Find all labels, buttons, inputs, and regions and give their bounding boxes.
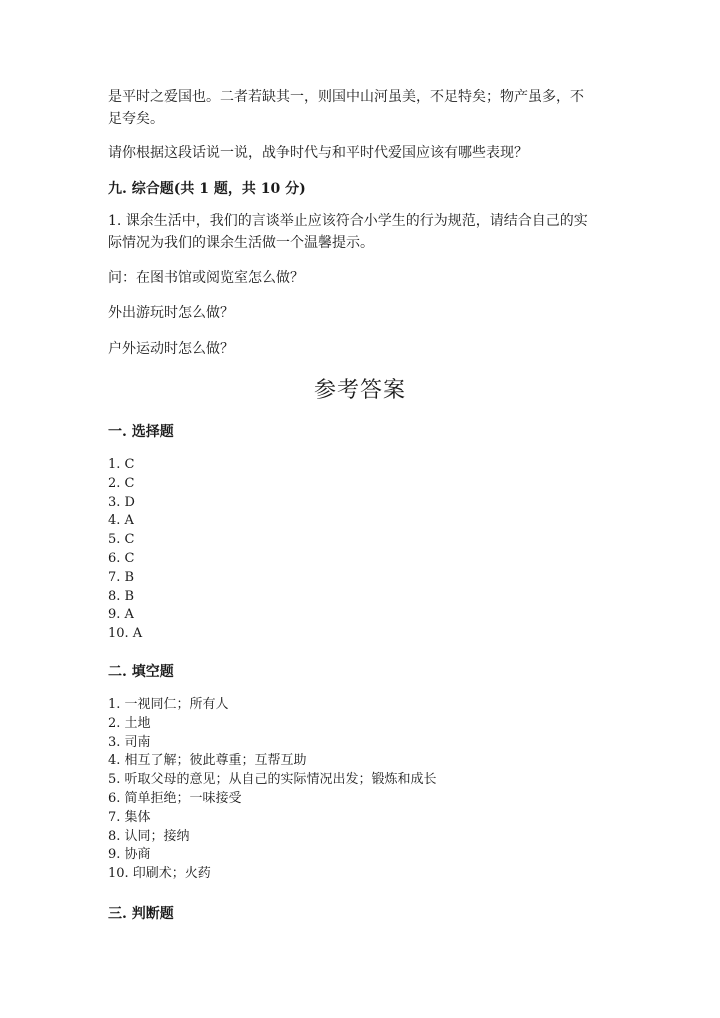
passage-line-1: 是平时之爱国也。二者若缺其一，则国中山河虽美，不足特矣；物产虽多，不 <box>108 89 584 105</box>
list-item: 9. A <box>108 607 134 623</box>
q1-line-1: 1. 课余生活中，我们的言谈举止应该符合小学生的行为规范，请结合自己的实 <box>108 213 588 229</box>
list-item: 5. C <box>108 532 135 548</box>
list-item: 5. 听取父母的意见；从自己的实际情况出发；锻炼和成长 <box>108 772 437 788</box>
list-item: 1. C <box>108 457 135 472</box>
list-item: 10. 印刷术；火药 <box>108 866 211 882</box>
list-item: 3. 司南 <box>108 734 151 750</box>
list-item: 6. 简单拒绝；一味接受 <box>108 790 242 806</box>
fill-heading: 二. 填空题 <box>108 664 174 680</box>
list-item: 8. 认同；接纳 <box>108 828 190 844</box>
choice-answer-list <box>108 456 142 644</box>
q1-line-2: 际情况为我们的课余生活做一个温馨提示。 <box>108 235 374 251</box>
list-item: 10. A <box>108 626 143 642</box>
list-item: 3. D <box>108 494 135 510</box>
list-item: 7. 集体 <box>108 809 151 825</box>
q1-ask-outing: 外出游玩时怎么做？ <box>108 305 234 321</box>
list-item: 4. A <box>108 513 134 529</box>
section-9-heading: 九. 综合题(共 1 题，共 10 分) <box>108 181 306 197</box>
passage-line-2: 足夸矣。 <box>108 111 164 127</box>
answer-title: 参考答案 <box>313 378 406 403</box>
fill-answer-list <box>108 696 437 884</box>
list-item: 6. C <box>108 550 135 566</box>
q1-ask-sports: 户外运动时怎么做？ <box>108 341 234 357</box>
list-item: 4. 相互了解；彼此尊重；互帮互助 <box>108 753 307 769</box>
judge-heading: 三. 判断题 <box>108 906 174 922</box>
list-item: 7. B <box>108 569 135 585</box>
list-item: 2. C <box>108 475 135 491</box>
list-item: 1. 一视同仁；所有人 <box>108 697 229 712</box>
list-item: 9. 协商 <box>108 847 151 863</box>
choice-heading: 一. 选择题 <box>108 424 174 440</box>
q1-ask-library: 问：在图书馆或阅览室怎么做？ <box>108 270 304 286</box>
list-item: 2. 土地 <box>108 715 151 731</box>
passage-question: 请你根据这段话说一说，战争时代与和平时代爱国应该有哪些表现？ <box>108 145 528 161</box>
list-item: 8. B <box>108 588 135 604</box>
